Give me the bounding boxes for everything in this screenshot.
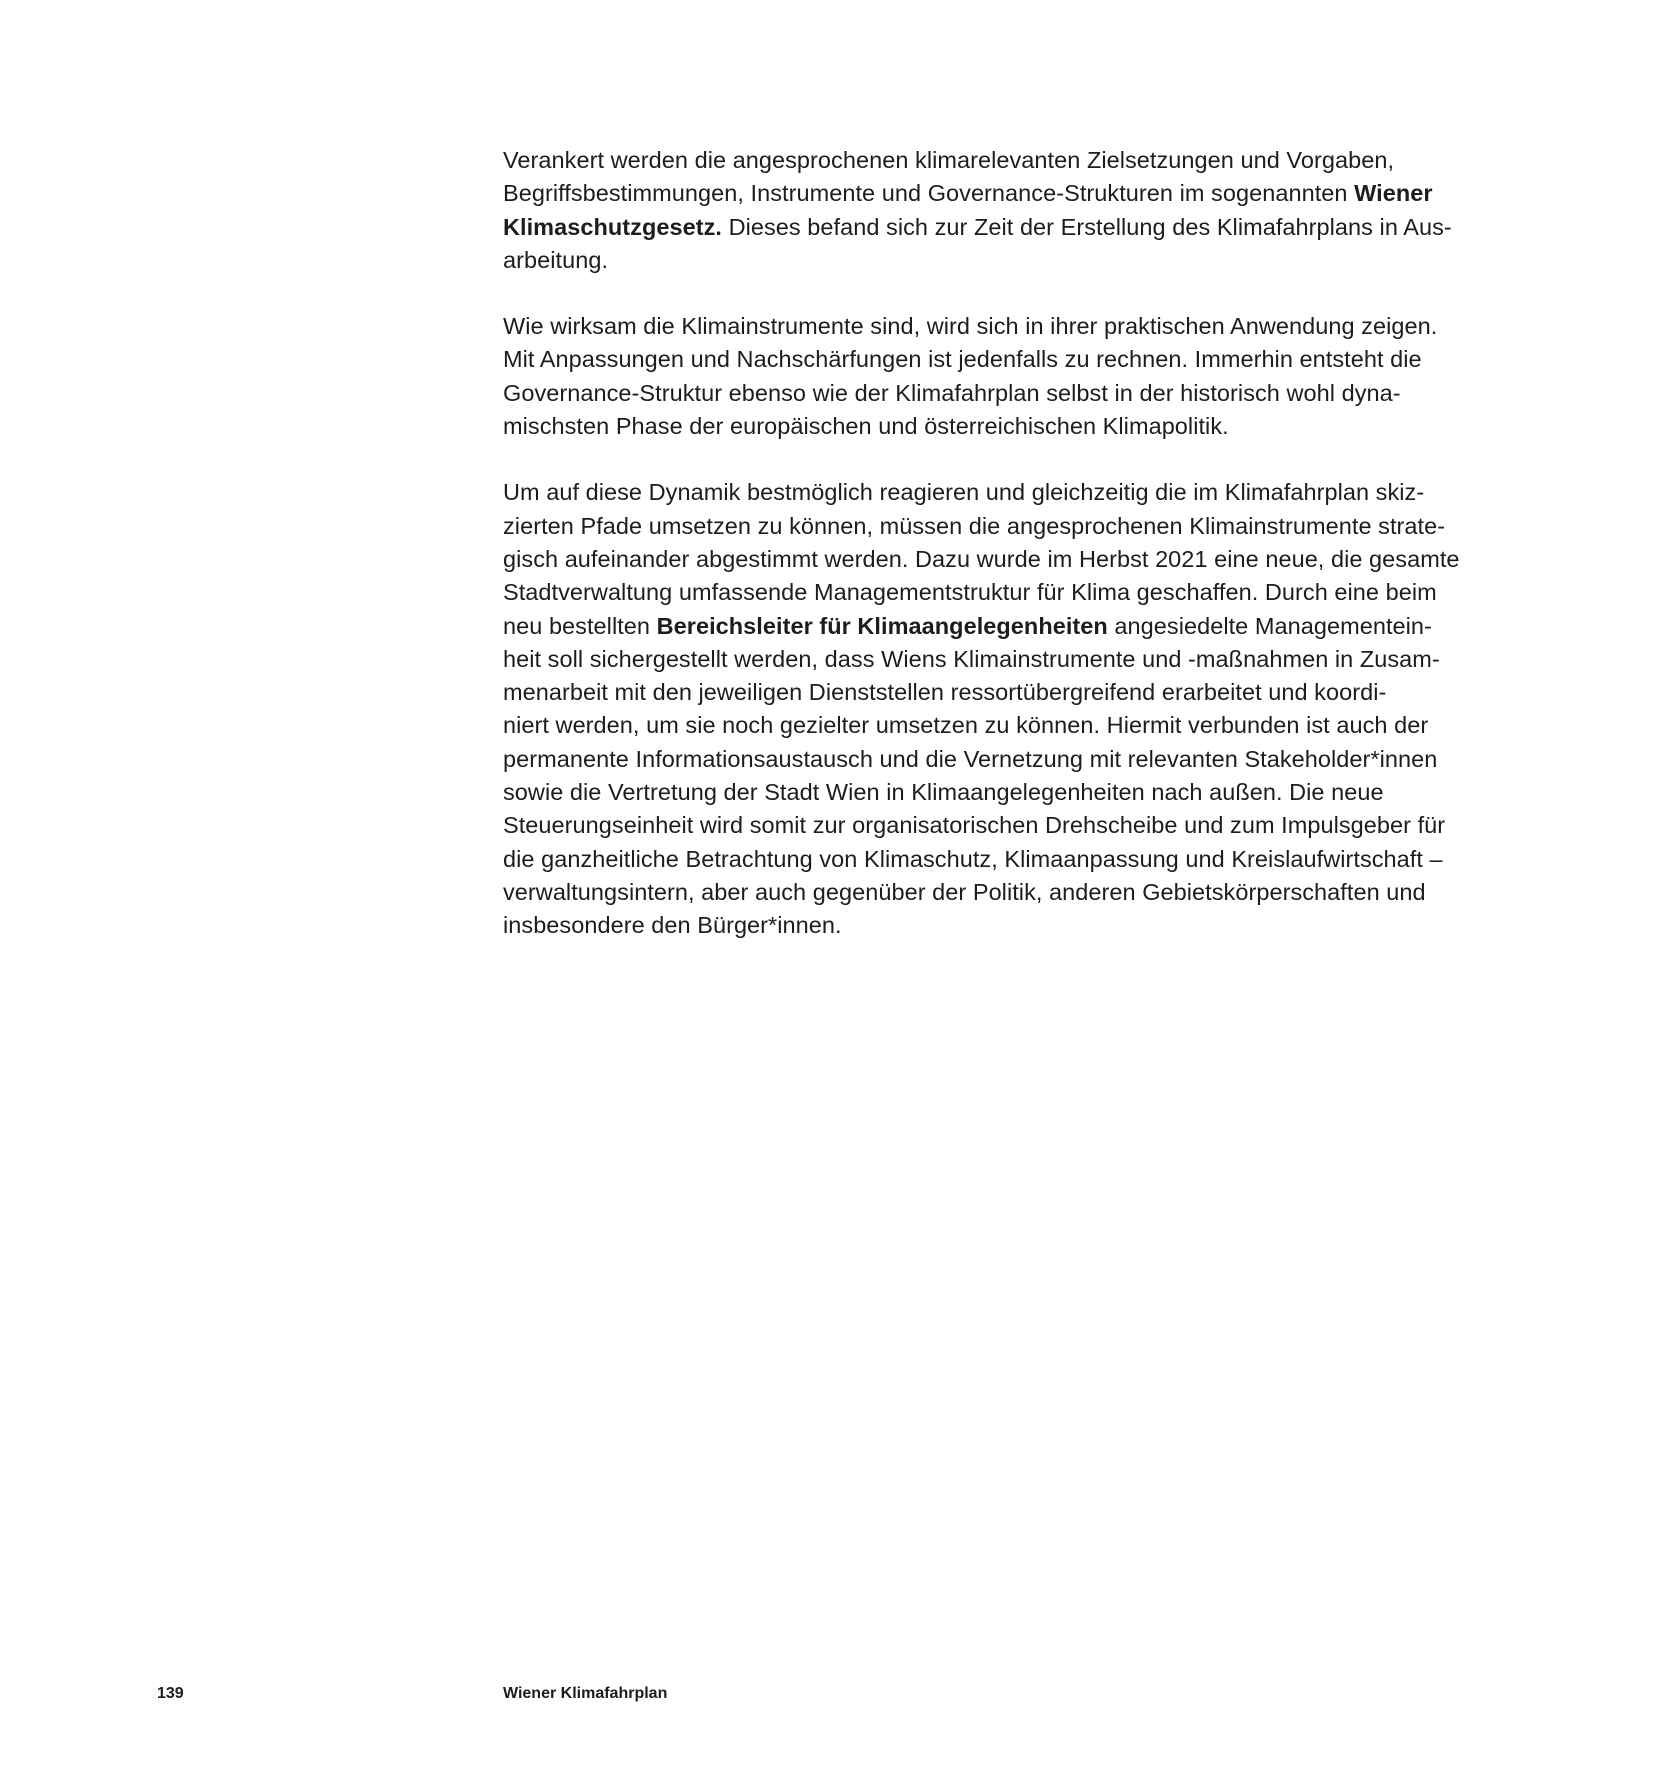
text-line <box>503 510 1507 543</box>
text-segment: insbesondere den Bürger*innen. <box>503 912 842 939</box>
text-segment: gisch aufeinander abgestimmt werden. Dazu wurde im Herbst 2021 eine neue, die gesamte <box>503 545 1460 572</box>
paragraph-klimaschutzgesetz <box>503 144 1507 277</box>
text-segment: arbeitung. <box>503 246 609 273</box>
text-line <box>503 909 1507 942</box>
bold-term: Wiener <box>1354 180 1433 207</box>
text-segment: Wie wirksam die Klimainstrumente sind, wird sich in ihrer praktischen Anwendung zeigen. <box>503 313 1438 340</box>
text-segment: neu bestellten <box>503 612 657 639</box>
text-segment: Steuerungseinheit wird somit zur organisatorischen Drehscheibe und zum Impulsgeber für <box>503 812 1446 839</box>
paragraph-managementstruktur <box>503 476 1507 942</box>
text-line <box>503 310 1507 343</box>
text-line <box>503 610 1507 643</box>
text-line <box>503 410 1507 443</box>
text-segment: Um auf diese Dynamik bestmöglich reagieren und gleichzeitig die im Klimafahrplan skiz- <box>503 479 1425 506</box>
text-line <box>503 743 1507 776</box>
text-line <box>503 244 1507 277</box>
text-line <box>503 177 1507 210</box>
text-segment: sowie die Vertretung der Stadt Wien in Klimaangelegenheiten nach außen. Die neue <box>503 779 1384 806</box>
text-segment: Begriffsbestimmungen, Instrumente und Governance-Strukturen im sogenannten <box>503 180 1355 207</box>
text-line <box>503 543 1507 576</box>
text-line <box>503 377 1507 410</box>
bold-term: Bereichsleiter für Klimaangelegenheiten <box>656 612 1108 639</box>
text-segment: Mit Anpassungen und Nachschärfungen ist jedenfalls zu rechnen. Immerhin entsteht die <box>503 346 1422 373</box>
text-segment: heit soll sichergestellt werden, dass Wiens Klimainstrumente und -maßnahmen in Zusam- <box>503 645 1440 672</box>
bold-term: Klimaschutzgesetz. <box>503 213 722 240</box>
text-line <box>503 144 1507 177</box>
text-line <box>503 843 1507 876</box>
text-segment: Governance-Struktur ebenso wie der Klimafahrplan selbst in der historisch wohl dyna- <box>503 379 1401 406</box>
text-line <box>503 643 1507 676</box>
page-number: 139 <box>157 1685 184 1702</box>
text-segment: menarbeit mit den jeweiligen Dienststellen ressortübergreifend erarbeitet und koordi- <box>503 679 1387 706</box>
text-line <box>503 211 1507 244</box>
text-line <box>503 476 1507 509</box>
text-line <box>503 776 1507 809</box>
text-line <box>503 343 1507 376</box>
text-segment: permanente Informationsaustausch und die Vernetzung mit relevanten Stakeholder*innen <box>503 745 1438 772</box>
text-line <box>503 809 1507 842</box>
text-line <box>503 876 1507 909</box>
paragraph-wirksamkeit <box>503 310 1507 443</box>
text-line <box>503 676 1507 709</box>
text-segment: niert werden, um sie noch gezielter umsetzen zu können. Hiermit verbunden ist auch der <box>503 712 1429 739</box>
text-segment: zierten Pfade umsetzen zu können, müssen die angesprochenen Klimainstrumente strate- <box>503 512 1446 539</box>
text-segment: verwaltungsintern, aber auch gegenüber der Politik, anderen Gebietskörperschaften und <box>503 878 1426 905</box>
text-segment: Stadtverwaltung umfassende Managementstruktur für Klima geschaffen. Durch eine beim <box>503 579 1437 606</box>
document-title: Wiener Klimafahrplan <box>503 1685 668 1702</box>
text-segment: mischsten Phase der europäischen und österreichischen Klimapolitik. <box>503 413 1229 440</box>
text-line <box>503 576 1507 609</box>
text-line <box>503 709 1507 742</box>
text-segment: die ganzheitliche Betrachtung von Klimaschutz, Klimaanpassung und Kreislaufwirtschaft – <box>503 845 1443 872</box>
body-text <box>503 144 1507 976</box>
text-segment: Verankert werden die angesprochenen klimarelevanten Zielsetzungen und Vorgaben, <box>503 147 1395 173</box>
text-segment: angesiedelte Managementein- <box>1107 612 1432 639</box>
text-segment: Dieses befand sich zur Zeit der Erstellung des Klimafahrplans in Aus- <box>722 213 1452 240</box>
